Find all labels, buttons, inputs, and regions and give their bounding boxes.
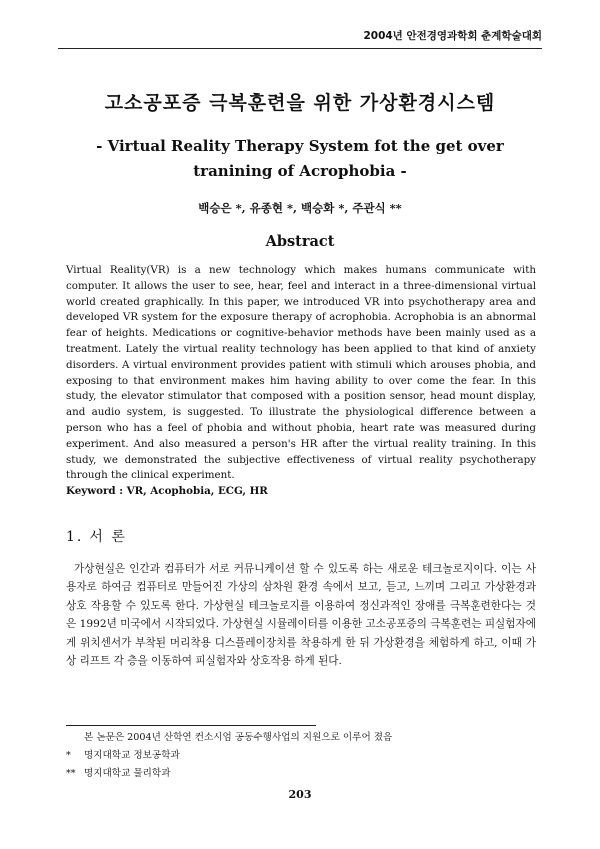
- keywords-label: Keyword :: [66, 485, 127, 498]
- section-heading-introduction: [66, 526, 127, 546]
- title-english: [60, 134, 540, 184]
- introduction-text: 가상현실은 인간과 컴퓨터가 서로 커뮤니케이션 할 수 있도록 하는 새로운 테크놀로지이다. 이는 사용자로 하여금 컴퓨터로 만들어진 가상의 삼차원 환경 속에서 보고, 듣고, 느끼며 그리고 가상환경과 상호 작용할 수 있도록 한다. 가상현실 테크놀로지를 이용하여 정신과적인 장애를 극복훈련한다는 것은 1992년 미국에서 시작되었다. 가상현실 시뮬레이터를 이용한 고소공포증의 극복훈련는 피실험자에게 위치센서가 부착된 머리착용 디스플레이장치를 착용하게 한 뒤 가상환경을 체험하게 하고, 이때 가상 리프트 각 층을 이동하여 피실험자와 상호작용 하게 된다.: [66, 563, 536, 668]
- footnote-text: 명지대학교 물리학과: [84, 768, 171, 779]
- keywords: [66, 484, 536, 500]
- footnote-mark: **: [66, 768, 76, 779]
- footnote-text: 명지대학교 정보공학과: [84, 750, 180, 761]
- title-english-line-1: - Virtual Reality Therapy System fot the get over: [96, 137, 504, 155]
- keywords-value: VR, Acophobia, ECG, HR: [126, 485, 268, 498]
- footnotes: [66, 729, 536, 783]
- footnote-affiliation-2: [66, 765, 536, 783]
- section-title: 서 론: [89, 529, 127, 545]
- footnote-funding: [66, 729, 536, 747]
- page-number: 203: [288, 788, 312, 801]
- footnote-mark: *: [66, 750, 71, 761]
- header-rule: [58, 48, 542, 49]
- introduction-body: [66, 560, 536, 670]
- footnote-rule: [66, 725, 316, 726]
- abstract-body: [66, 263, 536, 500]
- footnote-text: 본 논문은 2004년 산학연 컨소시엄 공동수행사업의 지원으로 이루어 졌음: [84, 732, 393, 743]
- footnote-affiliation-1: [66, 747, 536, 765]
- title-english-line-2: tranining of Acrophobia -: [193, 162, 407, 180]
- authors: 백승은 *, 유종현 *, 백승화 *, 주관식 **: [198, 201, 402, 215]
- running-header-area: [58, 28, 542, 50]
- abstract-heading: Abstract: [265, 233, 335, 250]
- section-number: 1.: [66, 529, 84, 545]
- title-korean: 고소공포증 극복훈련을 위한 가상환경시스템: [104, 92, 496, 114]
- running-header: 2004년 안전경영과학회 춘계학술대회: [363, 30, 542, 42]
- abstract-text: Virtual Reality(VR) is a new technology which makes humans communicate with computer. It allows the user to see, hear, feel and interact in a three-dimensional virtual world created graphically. In this paper, we introduced VR into psychotherapy area and developed VR system for the exposure therapy of acrophobia. Acrophobia is an abnormal fear of heights. Medications or cognitive-behavior methods have been mainly used as a treatment. Lately the virtual reality technology has been applied to that kind of anxiety disorders. A virtual environment provides patient with stimuli which arouses phobia, and exposing to that environment makes him having ability to over come the fear. In this study, the elevator stimulator that composed with a position sensor, head mount display, and audio system, is suggested. To illustrate the physiological difference between a person who has a feel of phobia and without phobia, heart rate was measured during experiment. And also measured a person's HR after the virtual reality training. In this study, we demonstrated the subjective effectiveness of virtual reality psychotherapy through the clinical experiment.: [66, 264, 536, 482]
